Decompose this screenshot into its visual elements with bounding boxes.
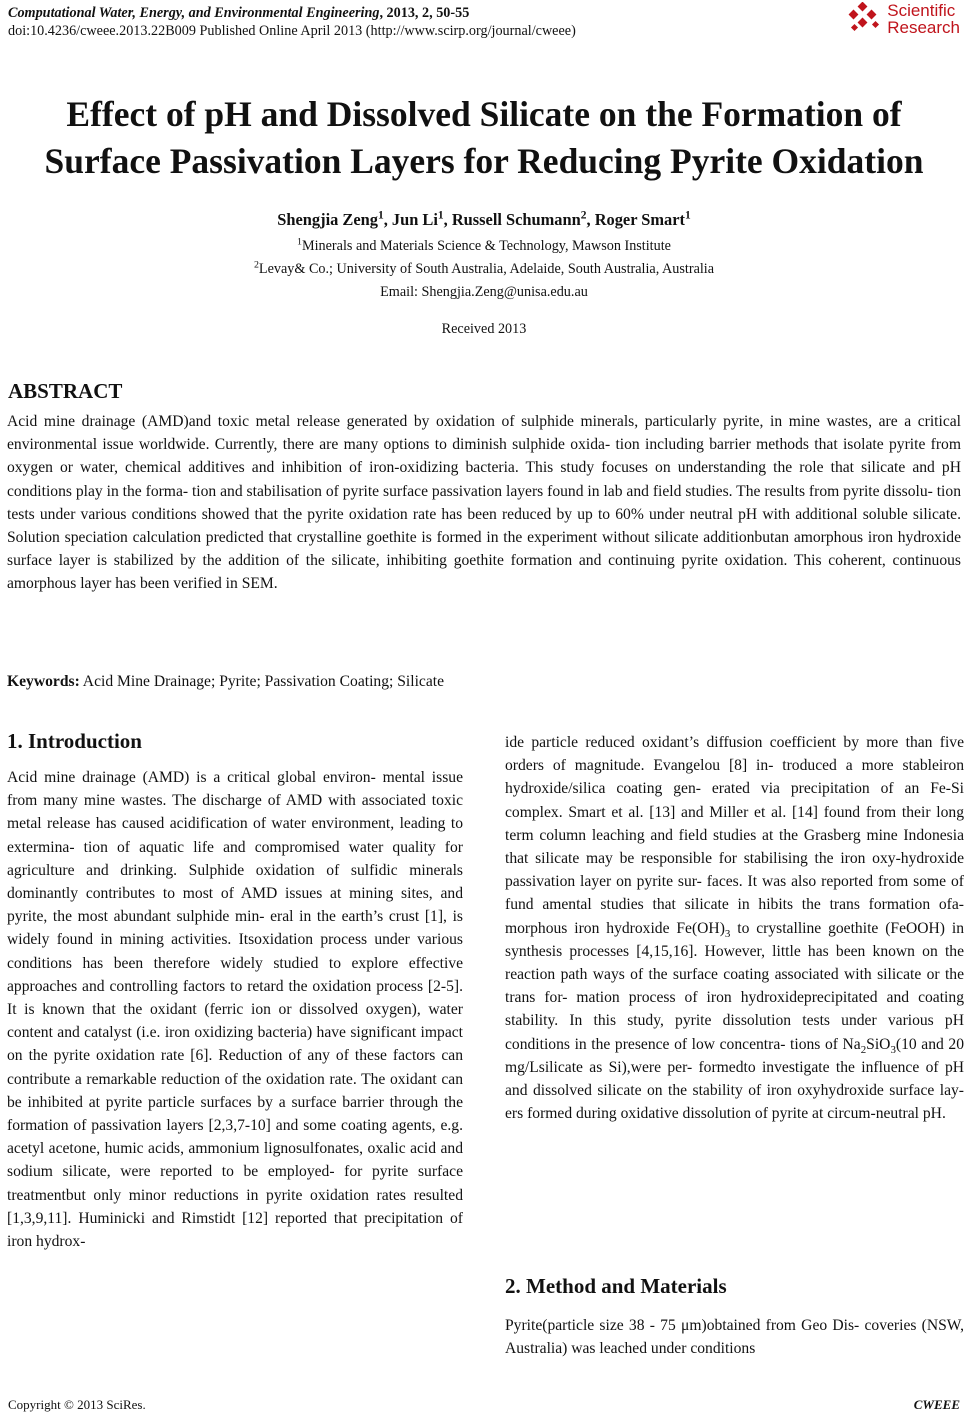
logo-mark-icon <box>845 2 883 36</box>
author: Shengjia Zeng$^1$, <box>277 209 392 229</box>
abstract-heading: ABSTRACT <box>8 379 123 403</box>
introduction-text-continued: ide particle reduced oxidant’s diffusion coefficient by more than five orders of magnitude. Evangelou [8] in- troduced a more stableiron hydroxide/silica coating gen- erated via precipitation of an Fe-Si complex. Smart et al. [13] and Miller et al. [14] found from their long term column leaching and field studies at the Grasberg mine Indonesia that silicate may be responsible for stabilising the iron oxy-hydroxide passivation layer on pyrite sur- faces. It was also reported from some of fund amental studies that silicate in hibits the trans formation ofa- morphous iron hydroxide $Fe(OH)_3$ to crystalline goethite (FeOOH) in synthesis processes [4,15,16]. However, little has been known on the reaction path ways of the surface coating associated with silicate or the trans for- mation process of iron hydroxideprecipitated and coating stability. In this study, pyrite dissolution tests under various pH conditions in the presence of low concentra- tions of $Na_2SiO_3(10$ and 20 mg/Lsilicate as Si),were per- formedto investigate the influence of pH and dissolved silicate on the stability of iron oxyhydroxide surface lay- ers formed during oxidative dissolution of pyrite at circum-neutral pH. <box>505 734 964 1123</box>
affiliation: $^1$Minerals and Materials Science & Technology, Mawson Institute <box>297 236 671 254</box>
publisher-logo <box>845 2 960 36</box>
author: Jun Li$^1$, <box>391 209 452 229</box>
title-line-1: Effect of pH and Dissolved Silicate on the Formation of <box>66 94 902 134</box>
running-header <box>8 4 576 40</box>
abstract-text: Acid mine drainage (AMD)and toxic metal release generated by oxidation of sulphide minerals, particularly pyrite, in mine wastes, are a critical environmental issue worldwide. Currently, there are many options to diminish sulphide oxida- tion including barrier methods that isolate pyrite from oxygen or water, chemical additives and inhibition of iron-oxidizing bacteria. This study focuses on understanding the role that silicate and pH conditions play in the forma- tion and stabilisation of pyrite surface passivation layers found in lab and field studies. The results from pyrite dissolu- tion tests under various conditions showed that the pyrite oxidation rate has been reduced by up to 60% under neutral pH with additional soluble silicate. Solution speciation calculation predicted that crystalline goethite is formed in the experiment without silicate additionbutan amorphous iron hydroxide surface layer is stabilized by the addition of the silicate, inhibiting goethite formation and continuing pyrite oxidation. This coherent, continuous amorphous layer has been verified in SEM. <box>7 413 961 593</box>
methods-text: Pyrite(particle size 38 - 75 μm)obtained from Geo Dis- coveries (NSW, Australia) was leached under conditions <box>505 1317 964 1358</box>
paper-title <box>0 91 968 185</box>
journal-citation: , 2013, 2, 50-55 <box>379 5 470 21</box>
author: Roger Smart$^1$ <box>594 209 691 229</box>
section-heading-introduction: 1. Introduction <box>7 729 142 753</box>
keywords <box>7 673 444 691</box>
logo-line-1: Scientific <box>887 1 956 20</box>
logo-text <box>887 2 960 36</box>
logo-line-2: Research <box>887 18 960 37</box>
doi-line: doi:10.4236/cweee.2013.22B009 Published Online April 2013 (http://www.scirp.org/journal/cweee) <box>8 23 576 39</box>
affiliation: $^2$Levay& Co.; University of South Australia, Adelaide, South Australia, Australia <box>253 259 715 277</box>
journal-abbrev-footer: CWEEE <box>913 1397 960 1412</box>
received-date: Received 2013 <box>441 321 527 337</box>
section-heading-methods: 2. Method and Materials <box>505 1274 727 1298</box>
copyright-footer: Copyright © 2013 SciRes. <box>8 1397 146 1412</box>
journal-name: Computational Water, Energy, and Environmental Engineering <box>8 5 380 21</box>
title-line-2: Surface Passivation Layers for Reducing Pyrite Oxidation <box>44 141 924 181</box>
author: Russell Schumann$^2$, <box>451 209 595 229</box>
keywords-list: Acid Mine Drainage; Pyrite; Passivation Coating; Silicate <box>79 673 444 690</box>
introduction-text: Acid mine drainage (AMD) is a critical global environ- mental issue from many mine wastes. The discharge of AMD with associated toxic metal release has caused acidification of water environment, leading to extermina- tion of aquatic life and compromised water quality for agriculture and drinking. Sulphide oxidation of sulfidic minerals dominantly contributes to most of AMD issues at mining sites, and pyrite, the most abundant sulphide min- eral in the earth’s crust [1], is widely found in mining activities. Itsoxidation process under various conditions has been therefore widely studied to explore effective approaches and controlling factors to retard the oxidation process [2-5]. It is known that the oxidant (ferric ion or dissolved oxygen), water content and catalyst (i.e. iron oxidizing bacteria) have significant impact on the pyrite oxidation rate [6]. Reduction of any of these factors can contribute a remarkable reduction of the oxidation rate. The oxidant can be inhibited at pyrite particle surfaces by a surface barrier through the formation of passivation layers [2,3,7-10] and some coating agents, e.g. acetyl acetone, humic acids, ammonium lignosulfonates, oxalic acid and sodium silicate, were reported to be employed- for pyrite surface treatmentbut only minor reductions in pyrite oxidation rates resulted [1,3,9,11]. Huminicki and Rimstidt [12] reported that precipitation of iron hydrox- <box>7 769 463 1251</box>
keywords-label: Keywords: <box>7 673 80 690</box>
author-list <box>0 210 968 230</box>
author-email: Email: Shengjia.Zeng@unisa.edu.au <box>380 284 588 300</box>
